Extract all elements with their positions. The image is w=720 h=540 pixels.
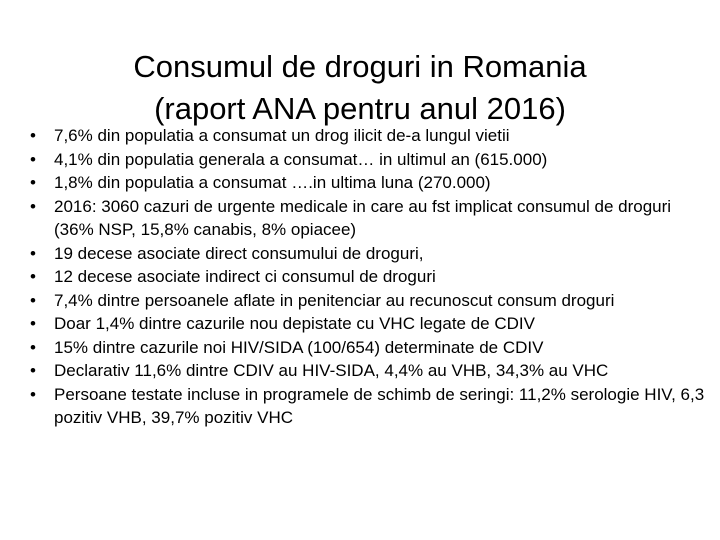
slide-title-line-1: Consumul de droguri in Romania <box>133 48 587 84</box>
bullet-item <box>30 359 705 383</box>
bullet-text: 7,6% din populatia a consumat un drog ilicit de-a lungul vietii <box>54 126 510 145</box>
bullet-text: 1,8% din populatia a consumat ….in ultima luna (270.000) <box>54 173 491 192</box>
slide-title <box>0 46 720 130</box>
bullet-icon: • <box>30 126 36 145</box>
bullet-icon: • <box>30 173 36 192</box>
bullet-text: Declarativ 11,6% dintre CDIV au HIV-SIDA, 4,4% au VHB, 34,3% au VHC <box>54 361 609 380</box>
bullet-text: 4,1% din populatia generala a consumat… in ultimul an (615.000) <box>54 149 548 169</box>
bullet-text: 15% dintre cazurile noi HIV/SIDA (100/654) determinate de CDIV <box>54 337 544 357</box>
bullet-text: 2016: 3060 cazuri de urgente medicale in care au fst implicat consumul de droguri (36% NSP, 15,8% canabis, 8% opiacee) <box>54 196 672 239</box>
bullet-icon: • <box>30 337 36 357</box>
bullet-item <box>30 383 705 430</box>
bullet-text: 7,4% dintre persoanele aflate in penitenciar au recunoscut consum droguri <box>54 290 615 310</box>
bullet-icon: • <box>30 149 36 169</box>
bullet-item <box>30 265 705 289</box>
bullet-item <box>30 148 705 172</box>
bullet-list <box>30 124 705 430</box>
bullet-icon: • <box>30 243 36 263</box>
bullet-icon: • <box>30 267 36 286</box>
bullet-icon: • <box>30 196 36 216</box>
bullet-icon: • <box>30 384 36 404</box>
bullet-icon: • <box>30 314 36 333</box>
bullet-text: Persoane testate incluse in programele de schimb de seringi: 11,2% serologie HIV, 6,3 pozitiv VHB, 39,7% pozitiv VHC <box>54 384 705 427</box>
bullet-icon: • <box>30 290 36 310</box>
bullet-item <box>30 336 705 360</box>
bullet-item <box>30 171 705 195</box>
bullet-text: Doar 1,4% dintre cazurile nou depistate cu VHC legate de CDIV <box>54 314 535 333</box>
bullet-item <box>30 124 705 148</box>
bullet-item <box>30 312 705 336</box>
bullet-item <box>30 289 705 313</box>
slide-title-line-2: (raport ANA pentru anul 2016) <box>154 90 566 126</box>
bullet-text: 19 decese asociate direct consumului de droguri, <box>54 243 424 263</box>
bullet-icon: • <box>30 361 36 380</box>
bullet-item <box>30 195 705 242</box>
bullet-text: 12 decese asociate indirect ci consumul de droguri <box>54 267 436 286</box>
bullet-item <box>30 242 705 266</box>
